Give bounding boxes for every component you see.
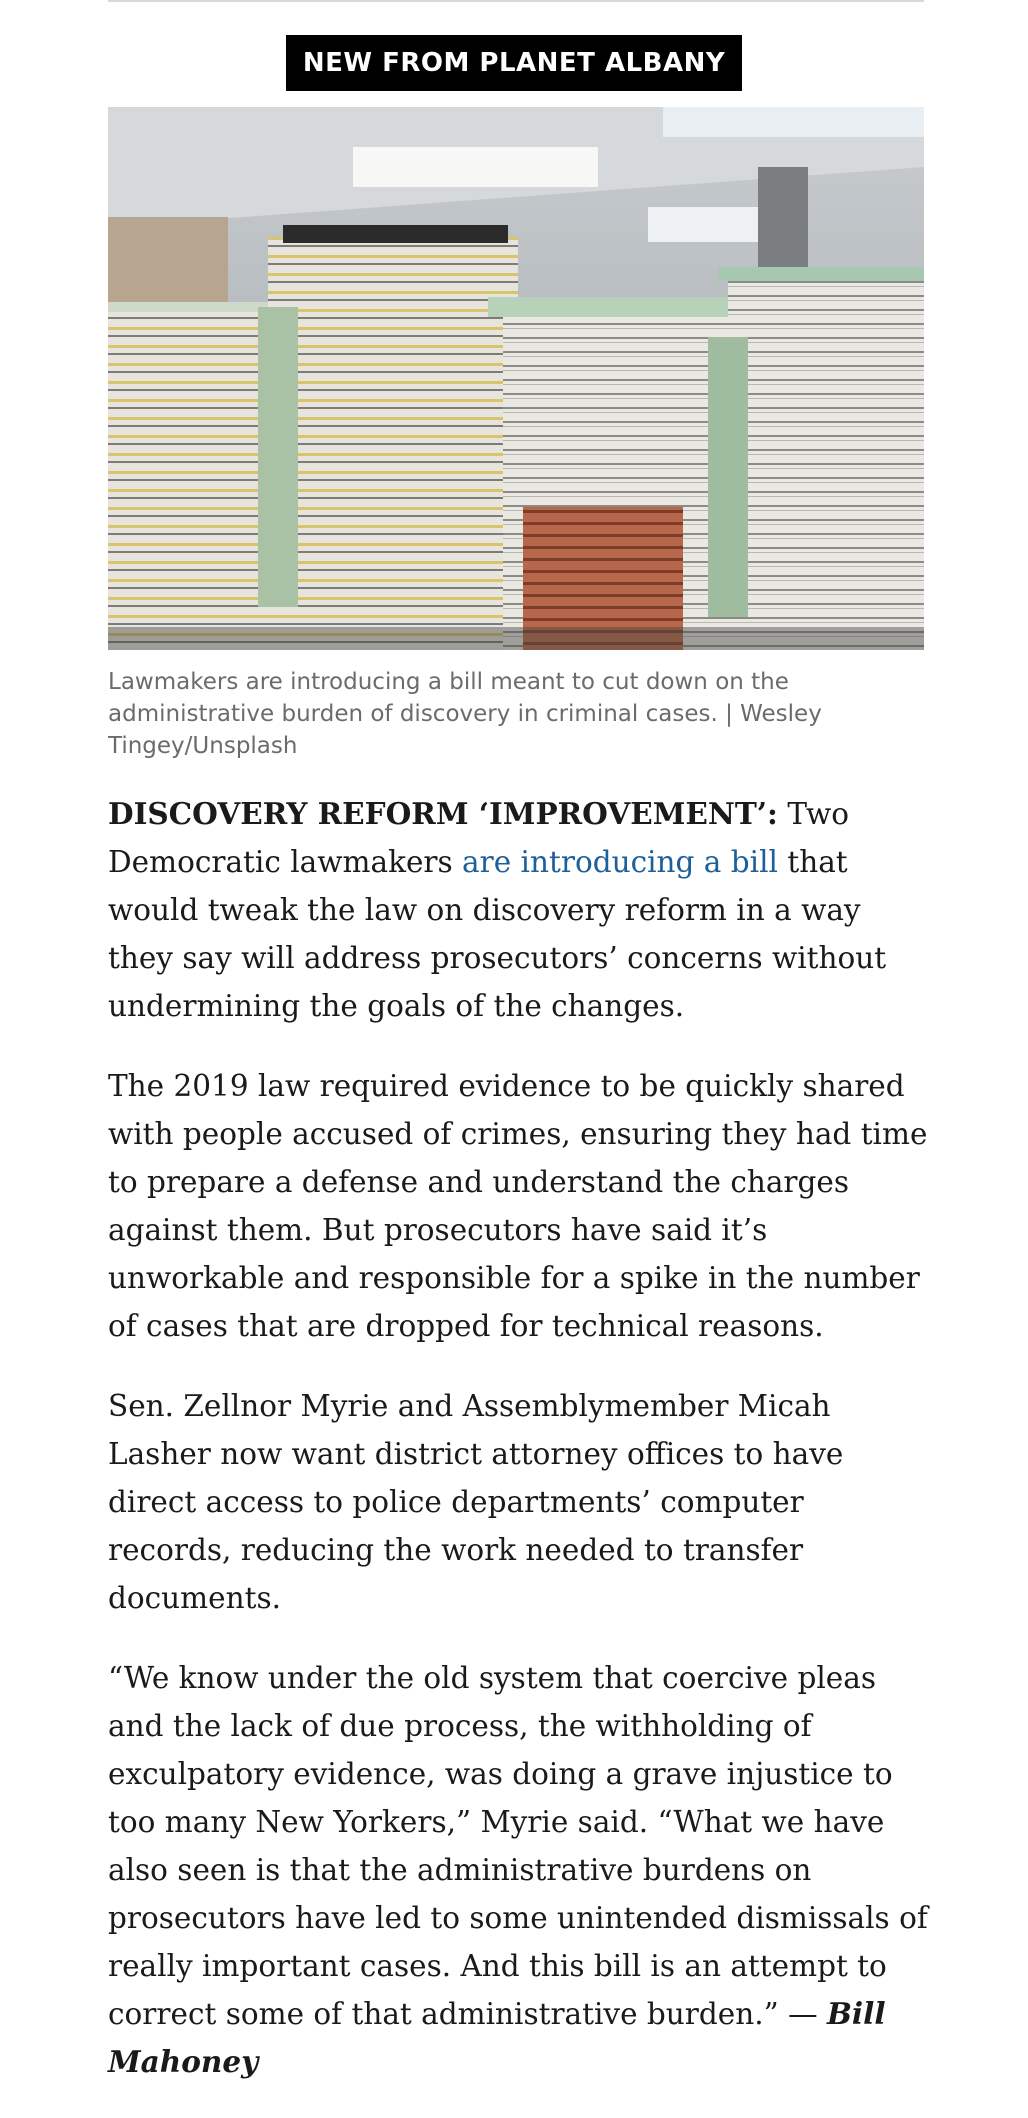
photo-caption: Lawmakers are introducing a bill meant to cut down on the administrative burden of discovery in criminal cases. | Wesley Tingey/Unsplash [108, 669, 822, 759]
paragraph-3: Sen. Zellnor Myrie and Assemblymember Micah Lasher now want district attorney offices to have direct access to police departments’ computer records, reducing the work needed to transfer documents. [108, 1389, 844, 1615]
paragraph-1-text-b: that would tweak the law on discovery reform in a way they say will address prosecutors’ concerns without undermining the goals of the changes. [108, 845, 887, 1023]
badge-container [0, 35, 1028, 91]
article-photo [108, 107, 924, 650]
lead-heading: DISCOVERY REFORM ‘IMPROVEMENT’: [108, 796, 778, 831]
bill-link[interactable]: are introducing a bill [462, 845, 778, 879]
stacked-documents-image [108, 107, 924, 650]
newsletter-badge: NEW FROM PLANET ALBANY [286, 35, 742, 91]
article-body [108, 790, 928, 2118]
paragraph-4 [108, 1654, 928, 2086]
author-byline: Bill Mahoney [108, 1996, 886, 2079]
paragraph-1-text-a: Two Democratic lawmakers [108, 797, 849, 879]
paragraph-2: The 2019 law required evidence to be quickly shared with people accused of crimes, ensuring they had time to prepare a defense and understand the charges against them. But prosecutors have said it’s unworkable and responsible for a spike in the number of cases that are dropped for technical reasons. [108, 1069, 928, 1343]
paragraph-4-text: “We know under the old system that coercive pleas and the lack of due process, the withholding of exculpatory evidence, was doing a grave injustice to too many New Yorkers,” Myrie said. “What we have also seen is that the administrative burdens on prosecutors have led to some unintended dismissals of really important cases. And this bill is an attempt to correct some of that administrative burden.” — [108, 1661, 928, 2031]
paragraph-1 [108, 790, 928, 1030]
top-divider [108, 0, 924, 2]
